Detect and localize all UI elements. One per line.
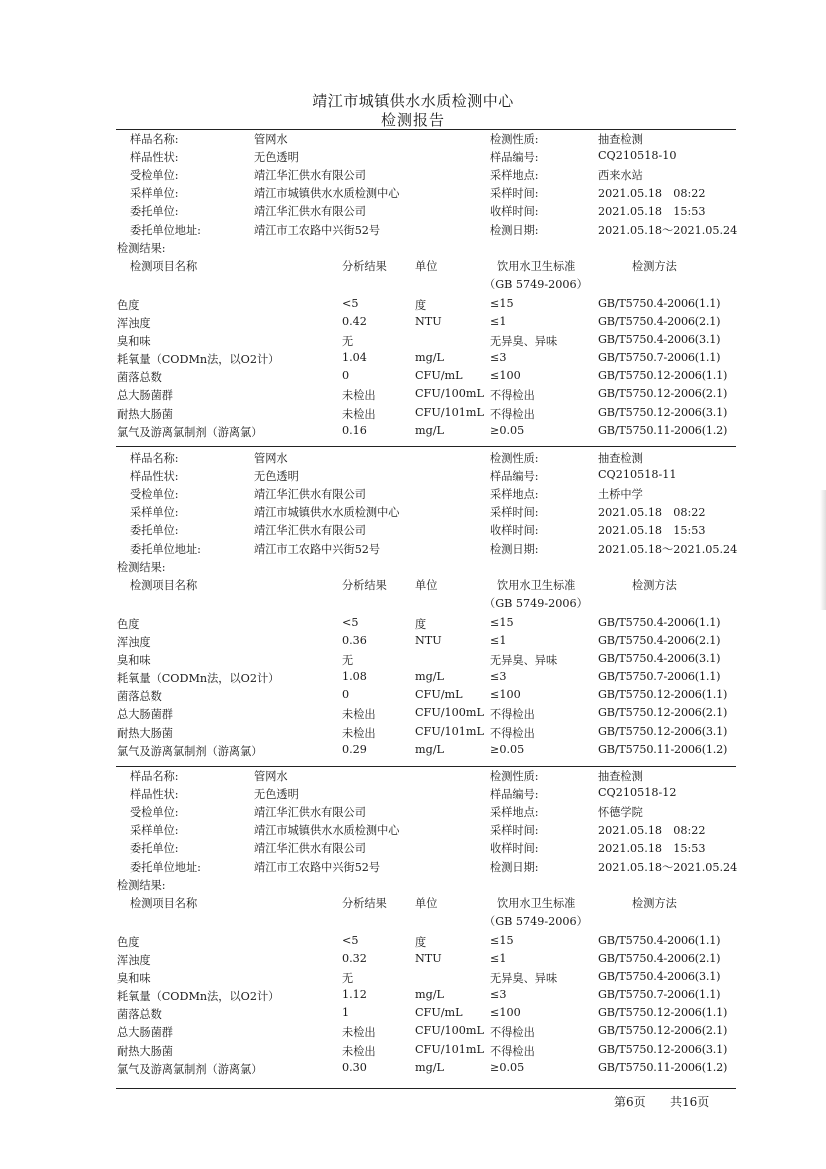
- col-unit-header: 单位: [415, 259, 438, 273]
- sampling-site-value: 土桥中学: [598, 488, 643, 502]
- client-unit-label: 委托单位:: [130, 524, 179, 538]
- test-method: GB/T5750.11-2006(1.2): [598, 1060, 728, 1074]
- results-heading: 检测结果:: [117, 241, 166, 255]
- table-row: [0, 634, 826, 652]
- test-date-label: 检测日期:: [490, 860, 539, 874]
- col-item-header: 检测项目名称: [130, 259, 198, 273]
- receive-time-label: 收样时间:: [490, 842, 539, 856]
- test-name: 浑浊度: [117, 317, 151, 330]
- receive-time-label: 收样时间:: [490, 524, 539, 538]
- test-name: 总大肠菌群: [117, 1026, 173, 1040]
- test-nature-label: 检测性质:: [490, 133, 539, 146]
- test-method: GB/T5750.12-2006(2.1): [598, 706, 728, 720]
- test-name: 色度: [117, 298, 140, 312]
- sampling-site-value: 怀德学院: [598, 806, 643, 820]
- table-row: [0, 424, 826, 442]
- inspected-unit-label: 受检单位:: [130, 806, 179, 820]
- test-standard: 不得检出: [490, 708, 535, 722]
- table-row: [0, 670, 826, 688]
- inspected-unit-value: 靖江华汇供水有限公司: [254, 806, 366, 820]
- test-nature-value: 抽查检测: [598, 770, 643, 783]
- test-name: 耗氧量（CODMn法，以O2计）: [117, 990, 280, 1004]
- info-row: [0, 804, 826, 822]
- sample-state-label: 样品性状:: [130, 470, 179, 484]
- client-unit-value: 靖江华汇供水有限公司: [254, 842, 366, 856]
- sampling-time-label: 采样时间:: [490, 187, 539, 201]
- col-std-header: 饮用水卫生标准: [497, 896, 576, 910]
- test-standard: 不得检出: [490, 726, 535, 740]
- col-std-header: 饮用水卫生标准: [497, 578, 576, 592]
- test-standard: ≤3: [490, 670, 507, 684]
- info-row: [0, 450, 826, 468]
- receive-time-value: 2021.05.18 15:53: [598, 524, 706, 538]
- info-row: [0, 859, 826, 877]
- test-date-label: 检测日期:: [490, 223, 539, 237]
- sample-no-label: 样品编号:: [490, 470, 539, 484]
- test-standard: ≤3: [490, 988, 507, 1002]
- sampling-time-label: 采样时间:: [490, 506, 539, 520]
- sampling-site-label: 采样地点:: [490, 488, 539, 502]
- sampling-site-value: 西来水站: [598, 169, 643, 183]
- test-standard: ≤1: [490, 952, 507, 965]
- test-method: GB/T5750.4-2006(2.1): [598, 634, 721, 647]
- info-row: [0, 486, 826, 504]
- test-method: GB/T5750.4-2006(3.1): [598, 970, 721, 984]
- inspected-unit-value: 靖江华汇供水有限公司: [254, 488, 366, 502]
- table-row: [0, 970, 826, 988]
- test-standard: 不得检出: [490, 389, 535, 403]
- page-total: 共16页: [670, 1095, 710, 1109]
- sample-name-value: 管网水: [254, 133, 288, 146]
- test-unit: NTU: [415, 952, 442, 965]
- info-row: [0, 504, 826, 522]
- test-unit: CFU/100mL: [415, 1024, 484, 1038]
- table-row: [0, 1006, 826, 1024]
- test-standard: ≤100: [490, 369, 521, 383]
- test-result: <5: [342, 933, 359, 947]
- test-nature-value: 抽查检测: [598, 133, 643, 146]
- test-unit: 度: [415, 298, 427, 312]
- col-result-header: 分析结果: [342, 259, 387, 273]
- test-method: GB/T5750.12-2006(2.1): [598, 1024, 728, 1038]
- test-unit: CFU/mL: [415, 1006, 463, 1020]
- info-row: [0, 131, 826, 149]
- client-unit-value: 靖江华汇供水有限公司: [254, 524, 366, 538]
- client-address-value: 靖江市工农路中兴街52号: [254, 223, 381, 237]
- sampling-time-value: 2021.05.18 08:22: [598, 506, 706, 520]
- table-row: [0, 934, 826, 952]
- test-name: 总大肠菌群: [117, 708, 173, 722]
- col-unit-header: 单位: [415, 578, 438, 592]
- results-table-header-sub: [0, 276, 826, 294]
- test-result: 0.16: [342, 423, 367, 437]
- info-row: [0, 185, 826, 203]
- top-divider: [116, 129, 736, 130]
- test-method: GB/T5750.12-2006(1.1): [598, 369, 728, 383]
- test-unit: CFU/mL: [415, 688, 463, 702]
- test-result: 0.29: [342, 742, 367, 756]
- col-item-header: 检测项目名称: [130, 896, 198, 910]
- test-unit: NTU: [415, 634, 442, 647]
- table-row: [0, 616, 826, 634]
- sample-state-value: 无色透明: [254, 470, 299, 484]
- results-heading: 检测结果:: [117, 560, 166, 574]
- receive-time-value: 2021.05.18 15:53: [598, 842, 706, 856]
- test-standard: 无异臭、异味: [490, 335, 558, 349]
- sample-state-value: 无色透明: [254, 788, 299, 802]
- test-standard: ≤100: [490, 688, 521, 702]
- sampling-unit-value: 靖江市城镇供水水质检测中心: [254, 824, 400, 838]
- sampling-unit-value: 靖江市城镇供水水质检测中心: [254, 506, 400, 520]
- test-standard: ≥0.05: [490, 742, 525, 756]
- test-nature-label: 检测性质:: [490, 452, 539, 465]
- test-unit: 度: [415, 935, 427, 949]
- test-date-label: 检测日期:: [490, 542, 539, 556]
- test-name: 耐热大肠菌: [117, 1044, 173, 1058]
- table-row: [0, 297, 826, 315]
- bottom-divider: [116, 1088, 736, 1089]
- results-table-header-sub: [0, 595, 826, 613]
- test-result: 未检出: [342, 726, 376, 740]
- client-address-value: 靖江市工农路中兴街52号: [254, 542, 381, 556]
- results-table-header: [0, 895, 826, 913]
- sampling-unit-label: 采样单位:: [130, 506, 179, 520]
- test-method: GB/T5750.12-2006(3.1): [598, 724, 728, 738]
- test-standard: ≥0.05: [490, 423, 525, 437]
- test-name: 色度: [117, 935, 140, 949]
- test-result: 未检出: [342, 1044, 376, 1058]
- test-method: GB/T5750.4-2006(1.1): [598, 615, 721, 629]
- test-date-value: 2021.05.18～2021.05.24: [598, 860, 738, 874]
- test-standard: 不得检出: [490, 1026, 535, 1040]
- sample-no-label: 样品编号:: [490, 788, 539, 802]
- test-name: 臭和味: [117, 335, 151, 349]
- test-standard: ≤1: [490, 315, 507, 328]
- test-result: 无: [342, 654, 354, 668]
- test-unit: mg/L: [415, 742, 444, 756]
- section-divider-2: [116, 766, 736, 767]
- test-method: GB/T5750.4-2006(1.1): [598, 296, 721, 310]
- test-unit: NTU: [415, 315, 442, 328]
- info-row: [0, 822, 826, 840]
- table-row: [0, 1024, 826, 1042]
- page-number: 第6页: [614, 1095, 646, 1109]
- results-heading: 检测结果:: [117, 878, 166, 892]
- test-method: GB/T5750.11-2006(1.2): [598, 423, 728, 437]
- table-row: [0, 351, 826, 369]
- info-row: [0, 149, 826, 167]
- test-result: 1.04: [342, 351, 367, 365]
- info-row: [0, 167, 826, 185]
- test-standard: ≤15: [490, 933, 514, 947]
- test-unit: CFU/mL: [415, 369, 463, 383]
- test-standard: ≤3: [490, 351, 507, 365]
- col-method-header: 检测方法: [632, 578, 677, 592]
- test-result: <5: [342, 296, 359, 310]
- sampling-site-label: 采样地点:: [490, 169, 539, 183]
- info-row: [0, 541, 826, 559]
- inspected-unit-value: 靖江华汇供水有限公司: [254, 169, 366, 183]
- col-std-ref-header: （GB 5749-2006）: [484, 914, 588, 928]
- receive-time-label: 收样时间:: [490, 205, 539, 219]
- test-unit: CFU/101mL: [415, 405, 484, 419]
- sampling-time-value: 2021.05.18 08:22: [598, 187, 706, 201]
- test-method: GB/T5750.12-2006(3.1): [598, 405, 728, 419]
- test-name: 总大肠菌群: [117, 389, 173, 403]
- test-unit: CFU/100mL: [415, 387, 484, 401]
- client-address-label: 委托单位地址:: [130, 223, 201, 237]
- test-method: GB/T5750.7-2006(1.1): [598, 351, 721, 365]
- table-row: [0, 369, 826, 387]
- test-result: 0: [342, 369, 350, 383]
- info-row: [0, 768, 826, 786]
- table-row: [0, 1061, 826, 1079]
- scan-edge-shadow: [820, 490, 826, 610]
- table-row: [0, 706, 826, 724]
- table-row: [0, 1043, 826, 1061]
- test-method: GB/T5750.7-2006(1.1): [598, 670, 721, 684]
- test-method: GB/T5750.4-2006(2.1): [598, 952, 721, 965]
- section-divider-1: [116, 446, 736, 447]
- test-unit: mg/L: [415, 670, 444, 684]
- sample-section-3: [0, 768, 826, 1080]
- test-name: 耐热大肠菌: [117, 726, 173, 740]
- test-standard: 不得检出: [490, 407, 535, 421]
- info-row: [0, 468, 826, 486]
- col-unit-header: 单位: [415, 896, 438, 910]
- test-result: 未检出: [342, 389, 376, 403]
- table-row: [0, 315, 826, 333]
- table-row: [0, 387, 826, 405]
- page-footer: [0, 1093, 826, 1111]
- test-date-value: 2021.05.18～2021.05.24: [598, 223, 738, 237]
- test-unit: mg/L: [415, 1060, 444, 1074]
- test-method: GB/T5750.12-2006(1.1): [598, 1006, 728, 1020]
- table-row: [0, 988, 826, 1006]
- client-unit-value: 靖江华汇供水有限公司: [254, 205, 366, 219]
- info-row: [0, 522, 826, 540]
- sampling-site-label: 采样地点:: [490, 806, 539, 820]
- col-result-header: 分析结果: [342, 896, 387, 910]
- test-result: <5: [342, 615, 359, 629]
- test-method: GB/T5750.7-2006(1.1): [598, 988, 721, 1002]
- sample-no-label: 样品编号:: [490, 151, 539, 165]
- test-name: 耐热大肠菌: [117, 407, 173, 421]
- sample-section-1: [0, 131, 826, 443]
- test-name: 菌落总数: [117, 690, 162, 704]
- report-title: 检测报告: [380, 111, 445, 129]
- test-result: 未检出: [342, 407, 376, 421]
- results-table-header-sub: [0, 913, 826, 931]
- table-row: [0, 333, 826, 351]
- test-result: 0.32: [342, 952, 367, 965]
- test-unit: CFU/100mL: [415, 706, 484, 720]
- test-method: GB/T5750.11-2006(1.2): [598, 742, 728, 756]
- test-name: 氯气及游离氯制剂（游离氯）: [117, 1062, 263, 1076]
- test-standard: ≤1: [490, 634, 507, 647]
- sample-state-label: 样品性状:: [130, 788, 179, 802]
- col-std-header: 饮用水卫生标准: [497, 259, 576, 273]
- table-row: [0, 725, 826, 743]
- report-org-title: 靖江市城镇供水水质检测中心: [312, 92, 514, 110]
- sampling-time-label: 采样时间:: [490, 824, 539, 838]
- test-result: 0.30: [342, 1060, 367, 1074]
- sample-name-label: 样品名称:: [130, 770, 179, 783]
- inspected-unit-label: 受检单位:: [130, 169, 179, 183]
- table-row: [0, 652, 826, 670]
- test-unit: 度: [415, 617, 427, 631]
- info-row: [0, 222, 826, 240]
- sample-name-value: 管网水: [254, 452, 288, 465]
- sample-no-value: CQ210518-10: [598, 149, 677, 163]
- receive-time-value: 2021.05.18 15:53: [598, 205, 706, 219]
- test-method: GB/T5750.12-2006(1.1): [598, 688, 728, 702]
- test-unit: mg/L: [415, 423, 444, 437]
- results-heading-row: [0, 559, 826, 577]
- test-standard: ≤100: [490, 1006, 521, 1020]
- test-result: 1: [342, 1006, 350, 1020]
- test-method: GB/T5750.4-2006(3.1): [598, 333, 721, 347]
- test-name: 耗氧量（CODMn法，以O2计）: [117, 672, 280, 686]
- results-table-header: [0, 258, 826, 276]
- test-standard: ≥0.05: [490, 1060, 525, 1074]
- test-name: 臭和味: [117, 654, 151, 668]
- table-row: [0, 952, 826, 970]
- test-method: GB/T5750.4-2006(3.1): [598, 652, 721, 666]
- test-standard: ≤15: [490, 615, 514, 629]
- sample-state-label: 样品性状:: [130, 151, 179, 165]
- results-heading-row: [0, 877, 826, 895]
- test-name: 臭和味: [117, 972, 151, 986]
- test-unit: mg/L: [415, 351, 444, 365]
- test-standard: 无异臭、异味: [490, 972, 558, 986]
- client-address-label: 委托单位地址:: [130, 860, 201, 874]
- col-method-header: 检测方法: [632, 259, 677, 273]
- test-standard: 不得检出: [490, 1044, 535, 1058]
- inspected-unit-label: 受检单位:: [130, 488, 179, 502]
- test-result: 未检出: [342, 1026, 376, 1040]
- test-name: 菌落总数: [117, 1008, 162, 1022]
- test-result: 1.12: [342, 988, 367, 1002]
- col-result-header: 分析结果: [342, 578, 387, 592]
- sample-name-label: 样品名称:: [130, 452, 179, 465]
- sampling-unit-value: 靖江市城镇供水水质检测中心: [254, 187, 400, 201]
- test-name: 浑浊度: [117, 954, 151, 967]
- test-date-value: 2021.05.18～2021.05.24: [598, 542, 738, 556]
- test-result: 无: [342, 972, 354, 986]
- test-standard: ≤15: [490, 296, 514, 310]
- info-row: [0, 840, 826, 858]
- test-name: 氯气及游离氯制剂（游离氯）: [117, 744, 263, 758]
- sample-state-value: 无色透明: [254, 151, 299, 165]
- test-result: 0.36: [342, 634, 367, 647]
- col-method-header: 检测方法: [632, 896, 677, 910]
- sample-name-label: 样品名称:: [130, 133, 179, 146]
- table-row: [0, 406, 826, 424]
- sample-no-value: CQ210518-12: [598, 786, 677, 800]
- table-row: [0, 743, 826, 761]
- sample-no-value: CQ210518-11: [598, 468, 677, 482]
- results-table-header: [0, 577, 826, 595]
- test-standard: 无异臭、异味: [490, 654, 558, 668]
- sampling-unit-label: 采样单位:: [130, 824, 179, 838]
- test-unit: CFU/101mL: [415, 1042, 484, 1056]
- test-result: 未检出: [342, 708, 376, 722]
- test-unit: mg/L: [415, 988, 444, 1002]
- client-unit-label: 委托单位:: [130, 205, 179, 219]
- test-result: 0: [342, 688, 350, 702]
- sampling-time-value: 2021.05.18 08:22: [598, 824, 706, 838]
- test-result: 1.08: [342, 670, 367, 684]
- col-std-ref-header: （GB 5749-2006）: [484, 596, 588, 610]
- test-name: 色度: [117, 617, 140, 631]
- client-address-label: 委托单位地址:: [130, 542, 201, 556]
- test-name: 菌落总数: [117, 371, 162, 385]
- test-name: 氯气及游离氯制剂（游离氯）: [117, 425, 263, 439]
- test-result: 无: [342, 335, 354, 349]
- test-method: GB/T5750.12-2006(2.1): [598, 387, 728, 401]
- client-unit-label: 委托单位:: [130, 842, 179, 856]
- col-std-ref-header: （GB 5749-2006）: [484, 277, 588, 291]
- test-name: 耗氧量（CODMn法，以O2计）: [117, 353, 280, 367]
- test-nature-label: 检测性质:: [490, 770, 539, 783]
- sample-name-value: 管网水: [254, 770, 288, 783]
- test-unit: CFU/101mL: [415, 724, 484, 738]
- test-result: 0.42: [342, 315, 367, 328]
- info-row: [0, 203, 826, 221]
- results-heading-row: [0, 240, 826, 258]
- sample-section-2: [0, 450, 826, 762]
- sampling-unit-label: 采样单位:: [130, 187, 179, 201]
- info-row: [0, 786, 826, 804]
- table-row: [0, 688, 826, 706]
- test-method: GB/T5750.4-2006(1.1): [598, 933, 721, 947]
- test-method: GB/T5750.12-2006(3.1): [598, 1042, 728, 1056]
- client-address-value: 靖江市工农路中兴街52号: [254, 860, 381, 874]
- test-method: GB/T5750.4-2006(2.1): [598, 315, 721, 328]
- test-name: 浑浊度: [117, 636, 151, 649]
- test-nature-value: 抽查检测: [598, 452, 643, 465]
- col-item-header: 检测项目名称: [130, 578, 198, 592]
